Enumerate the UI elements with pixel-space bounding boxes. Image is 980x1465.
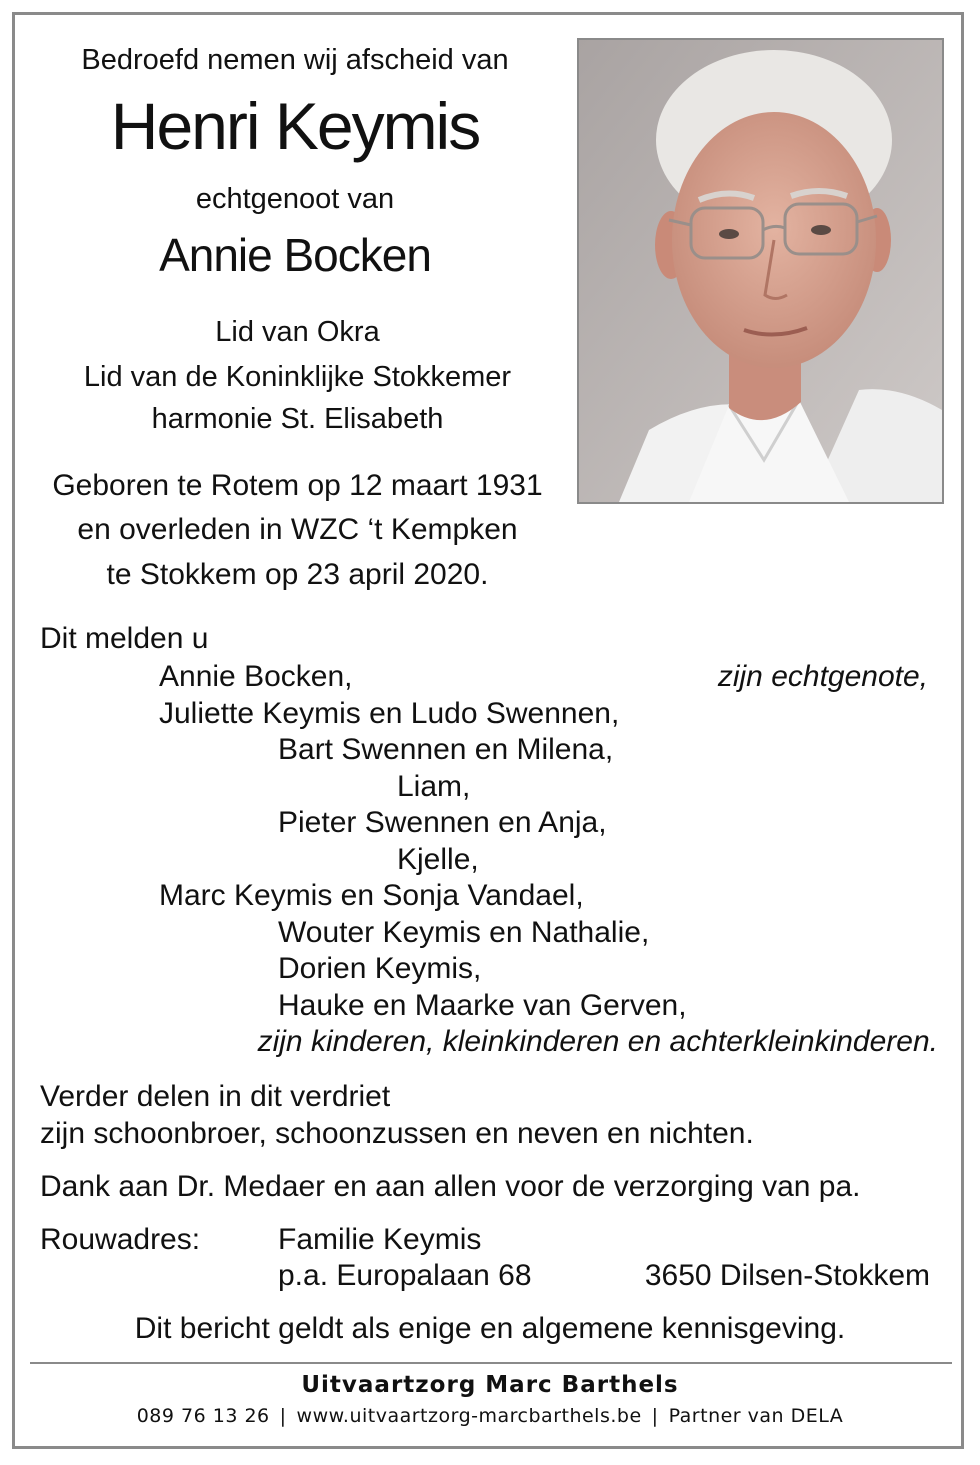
further-line: Verder delen in dit verdriet [40, 1080, 391, 1113]
membership-line: harmonie St. Elisabeth [151, 403, 444, 435]
family-member: Marc Keymis en Sonja Vandael, [159, 879, 584, 912]
family-member: Kjelle, [397, 843, 479, 876]
thanks-text: Dank aan Dr. Medaer en aan allen voor de verzorging van pa. [40, 1170, 861, 1203]
separator: | [651, 1405, 659, 1427]
footer-divider [30, 1362, 952, 1364]
membership-line: Lid van Okra [215, 316, 380, 348]
notice-text: Dit bericht geldt als enige en algemene kennisgeving. [134, 1312, 846, 1345]
family-role: zijn kinderen, kleinkinderen en achterkleinkinderen. [257, 1025, 938, 1058]
mourning-address-line: p.a. Europalaan 68 [278, 1259, 532, 1292]
family-member: Juliette Keymis en Ludo Swennen, [159, 697, 620, 730]
membership-line: Lid van de Koninklijke Stokkemer [83, 361, 512, 393]
family-member: Wouter Keymis en Nathalie, [278, 916, 650, 949]
announcement-intro: Dit melden u [40, 622, 209, 655]
spouse-name: Annie Bocken [159, 229, 431, 281]
spouse-prefix: echtgenoot van [195, 183, 395, 215]
partner-text: Partner van DELA [668, 1405, 844, 1427]
company-website[interactable]: www.uitvaartzorg-marcbarthels.be [296, 1405, 642, 1427]
deceased-name: Henri Keymis [110, 89, 480, 163]
birth-death-line: te Stokkem op 23 april 2020. [106, 558, 489, 591]
family-role: zijn echtgenote, [717, 660, 928, 693]
family-member: Bart Swennen en Milena, [278, 733, 614, 766]
family-member: Pieter Swennen en Anja, [278, 806, 607, 839]
separator: | [279, 1405, 287, 1427]
mourning-address-city: 3650 Dilsen-Stokkem [644, 1259, 930, 1292]
intro-text: Bedroefd nemen wij afscheid van [81, 44, 509, 76]
mourning-address-label: Rouwadres: [40, 1223, 201, 1256]
family-member: Liam, [397, 770, 471, 803]
mourning-address-line: Familie Keymis [278, 1223, 482, 1256]
contact-line [0, 1405, 980, 1427]
further-line: zijn schoonbroer, schoonzussen en neven en nichten. [40, 1117, 754, 1150]
family-member: Annie Bocken, [159, 660, 353, 693]
birth-death-line: en overleden in WZC ‘t Kempken [77, 513, 518, 546]
portrait-photo [577, 38, 944, 504]
family-member: Dorien Keymis, [278, 952, 482, 985]
family-member: Hauke en Maarke van Gerven, [278, 989, 687, 1022]
company-name: Uitvaartzorg Marc Barthels [301, 1372, 679, 1398]
birth-death-line: Geboren te Rotem op 12 maart 1931 [52, 469, 543, 502]
company-phone: 089 76 13 26 [136, 1405, 270, 1427]
